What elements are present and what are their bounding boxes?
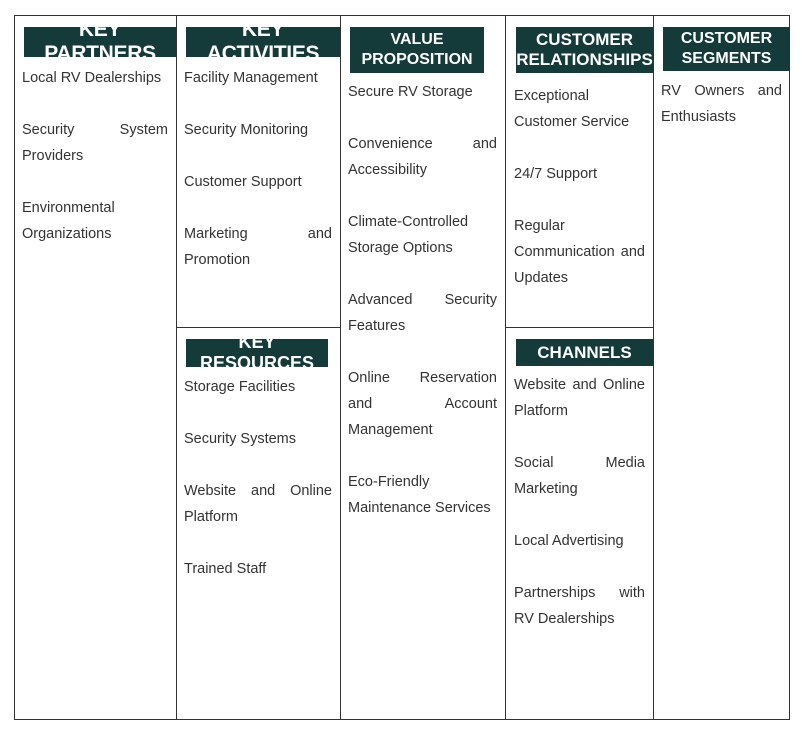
value-proposition-header: VALUE PROPOSITION bbox=[350, 27, 484, 73]
key-partners-list bbox=[22, 65, 168, 273]
list-item: Security Monitoring bbox=[184, 122, 309, 138]
list-item: Regular Communication and Updates bbox=[514, 218, 645, 286]
list-item: Facility Management bbox=[184, 70, 318, 86]
list-item: Marketing and Promotion bbox=[184, 226, 332, 268]
customer-relationships-list bbox=[514, 83, 645, 317]
list-item: Online Reservation and Account Management bbox=[348, 370, 497, 438]
list-item: Website and Online Platform bbox=[514, 377, 645, 419]
customer-segments-header: CUSTOMER SEGMENTS bbox=[663, 27, 790, 71]
list-item: Partnerships with RV Dealerships bbox=[514, 585, 645, 627]
list-item: Exceptional Customer Service bbox=[514, 88, 630, 130]
divider bbox=[505, 15, 506, 720]
divider bbox=[177, 327, 340, 328]
list-item: Local Advertising bbox=[514, 533, 624, 549]
key-resources-header: KEY RESOURCES bbox=[186, 339, 328, 367]
key-resources-list bbox=[184, 374, 332, 608]
key-activities-header: KEY ACTIVITIES bbox=[186, 27, 340, 57]
customer-relationships-header: CUSTOMER RELATIONSHIPS bbox=[516, 27, 653, 73]
list-item: Climate-Controlled Storage Options bbox=[348, 214, 469, 256]
list-item: Local RV Dealerships bbox=[22, 70, 162, 86]
value-proposition-list bbox=[348, 79, 497, 547]
key-activities-list bbox=[184, 65, 332, 299]
list-item: Advanced Security Features bbox=[348, 292, 497, 334]
list-item: Environmental Organizations bbox=[22, 200, 115, 242]
channels-header: CHANNELS bbox=[516, 339, 653, 366]
divider bbox=[506, 327, 653, 328]
list-item: Eco-Friendly Maintenance Services bbox=[348, 474, 491, 516]
list-item: Storage Facilities bbox=[184, 379, 296, 395]
list-item: Customer Support bbox=[184, 174, 302, 190]
list-item: Trained Staff bbox=[184, 561, 267, 577]
list-item: Secure RV Storage bbox=[348, 84, 473, 100]
channels-list bbox=[514, 372, 645, 658]
divider bbox=[653, 15, 654, 720]
list-item: Website and Online Platform bbox=[184, 483, 332, 525]
list-item: Social Media Marketing bbox=[514, 455, 645, 497]
list-item: 24/7 Support bbox=[514, 166, 598, 182]
divider bbox=[176, 15, 177, 720]
customer-segments-list bbox=[661, 78, 782, 156]
list-item: Convenience and Accessibility bbox=[348, 136, 497, 178]
list-item: Security Systems bbox=[184, 431, 296, 447]
list-item: RV Owners and Enthusiasts bbox=[661, 83, 782, 125]
key-partners-header: KEY PARTNERS bbox=[24, 27, 176, 57]
divider bbox=[340, 15, 341, 720]
list-item: Security System Providers bbox=[22, 122, 168, 164]
